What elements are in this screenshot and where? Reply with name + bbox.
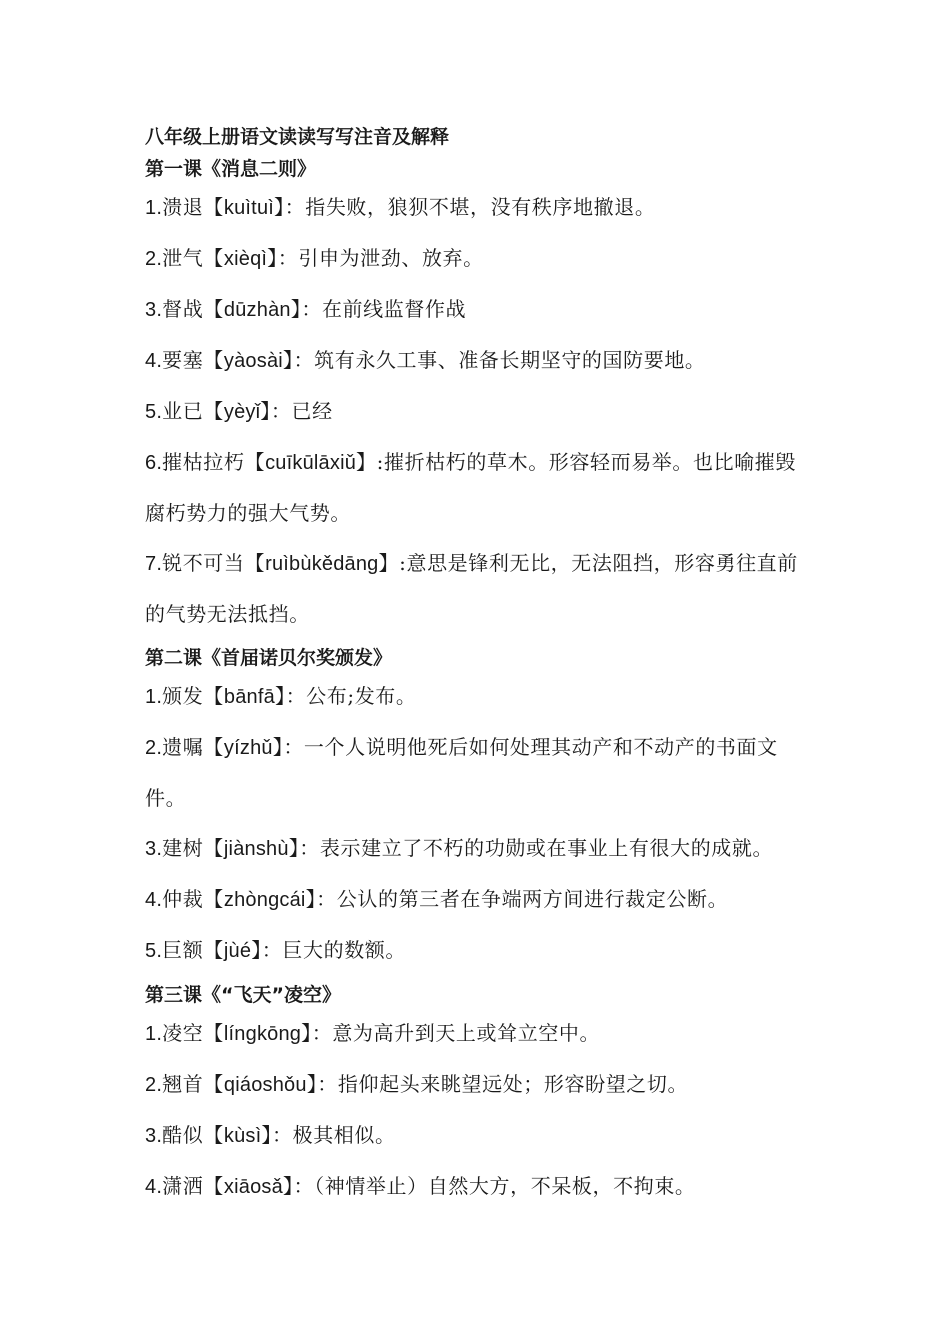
definition: 极其相似。 [292,1123,396,1147]
open-bracket: 【 [203,1123,224,1147]
open-bracket: 【 [203,297,224,321]
close-bracket: 】: [356,450,384,474]
close-bracket: 】： [282,348,315,372]
definition: 筑有永久工事、准备长期坚守的国防要地。 [314,348,706,372]
open-bracket: 【 [203,348,224,372]
open-bracket: 【 [244,450,266,474]
close-bracket: 】： [260,399,292,423]
open-bracket: 【 [203,1072,224,1096]
close-bracket: 】： [306,1072,338,1096]
open-bracket: 【 [203,1021,224,1045]
entry-number: 2. [145,248,163,270]
close-bracket: 】： [261,1123,293,1147]
vocab-entry [145,874,815,925]
lesson-section [145,982,815,1212]
entry-number: 4. [145,1176,163,1198]
close-bracket: 】： [305,887,337,911]
entry-number: 3. [145,1125,163,1147]
vocab-word: 翘首 [162,1072,204,1096]
vocab-word: 巨额 [162,938,204,962]
close-bracket: 】： [251,938,283,962]
entry-number: 4. [145,350,163,372]
vocab-word: 仲裁 [162,887,204,911]
open-bracket: 【 [203,195,224,219]
open-bracket: 【 [203,684,224,708]
entry-number: 3. [145,838,163,860]
definition: 摧折枯朽的草木。形容轻而易举。也比喻摧毁腐朽势力的强大气势。 [145,450,796,525]
close-bracket: 】： [274,684,307,708]
vocab-entry [145,1161,815,1212]
vocab-entry [145,386,815,437]
pinyin: jùé [223,940,252,962]
lesson-section [145,156,815,639]
entry-number: 7. [145,553,163,575]
vocab-word: 潇洒 [162,1174,204,1198]
pinyin: yèyǐ [223,401,261,423]
vocab-word: 溃退 [162,195,204,219]
entry-number: 3. [145,299,163,321]
pinyin: yàosài [223,350,283,372]
entry-number: 1. [145,1023,163,1045]
close-bracket: 】： [301,1021,333,1045]
vocab-word: 凌空 [162,1021,204,1045]
document-title: 八年级上册语文读读写写注音及解释 [145,126,450,148]
definition: 意思是锋利无比，无法阻挡，形容勇往直前的气势无法抵挡。 [145,551,798,626]
pinyin: xiāosǎ [223,1176,283,1198]
close-bracket: 】： [288,836,320,860]
entry-number: 4. [145,889,163,911]
definition: 指仰起头来眺望远处；形容盼望之切。 [337,1072,689,1096]
open-bracket: 【 [203,1174,224,1198]
definition: 公布;发布。 [306,684,417,708]
definition: 表示建立了不朽的功勋或在事业上有很大的成就。 [319,836,774,860]
lesson-heading: 第三课《“飞天”凌空》 [145,984,341,1006]
definition: （神情举止）自然大方，不呆板，不拘束。 [314,1174,696,1198]
definition: 公认的第三者在争端两方间进行裁定公断。 [336,887,729,911]
definition: 指失败，狼狈不堪，没有秩序地撤退。 [305,195,656,219]
open-bracket: 【 [203,887,224,911]
vocab-entry [145,233,815,284]
entry-number: 1. [145,197,163,219]
vocab-word: 要塞 [162,348,204,372]
close-bracket: 】： [267,246,299,270]
vocab-word: 酷似 [162,1123,204,1147]
pinyin: yízhǔ [223,737,273,759]
lessons-container [145,156,815,1212]
open-bracket: 【 [244,551,266,575]
pinyin: xièqì [223,248,268,270]
entry-number: 1. [145,686,163,708]
definition: 一个人说明他死后如何处理其动产和不动产的书面文件。 [145,735,778,810]
pinyin: ruìbùkědāng [265,553,379,575]
open-bracket: 【 [203,836,224,860]
vocab-word: 锐不可当 [162,551,245,575]
entry-number: 2. [145,1074,163,1096]
open-bracket: 【 [203,938,224,962]
open-bracket: 【 [203,246,224,270]
vocab-entry [145,538,815,639]
vocab-word: 建树 [162,836,204,860]
definition: 意为高升到天上或耸立空中。 [332,1021,601,1045]
open-bracket: 【 [203,399,224,423]
pinyin: cuīkūlāxiǔ [265,452,357,474]
pinyin: dūzhàn [223,299,291,321]
lesson-section [145,645,815,976]
close-bracket: 】: [378,551,407,575]
vocab-entry [145,1059,815,1110]
lesson-heading: 第二课《首届诺贝尔奖颁发》 [145,647,393,669]
close-bracket: 】： [272,735,304,759]
pinyin: jiànshù [223,838,289,860]
definition: 巨大的数额。 [282,938,407,962]
vocab-entry [145,722,815,823]
vocab-entry [145,823,815,874]
definition: 已经 [291,399,333,423]
pinyin: bānfā [223,686,275,708]
vocab-word: 颁发 [162,684,204,708]
document-page [145,124,815,1212]
vocab-entry [145,671,815,722]
close-bracket: 】： [274,195,306,219]
pinyin: kùsì [223,1125,262,1147]
close-bracket: 】： [282,1174,315,1198]
vocab-word: 摧枯拉朽 [162,450,245,474]
entry-number: 6. [145,452,163,474]
vocab-entry [145,925,815,976]
entry-number: 2. [145,737,163,759]
pinyin: kuìtuì [223,197,275,219]
vocab-word: 督战 [162,297,204,321]
vocab-entry [145,1008,815,1059]
open-bracket: 【 [203,735,224,759]
vocab-word: 泄气 [162,246,204,270]
definition: 在前线监督作战 [321,297,467,321]
vocab-word: 业已 [162,399,204,423]
definition: 引申为泄劲、放弃。 [298,246,484,270]
vocab-entry [145,1110,815,1161]
entry-number: 5. [145,940,163,962]
entry-number: 5. [145,401,163,423]
vocab-entry [145,437,815,538]
vocab-entry [145,284,815,335]
vocab-entry [145,182,815,233]
vocab-word: 遗嘱 [162,735,204,759]
pinyin: língkōng [223,1023,302,1045]
pinyin: zhòngcái [223,889,306,911]
vocab-entry [145,335,815,386]
close-bracket: 】： [290,297,322,321]
pinyin: qiáoshǒu [223,1074,307,1096]
lesson-heading: 第一课《消息二则》 [145,158,317,180]
